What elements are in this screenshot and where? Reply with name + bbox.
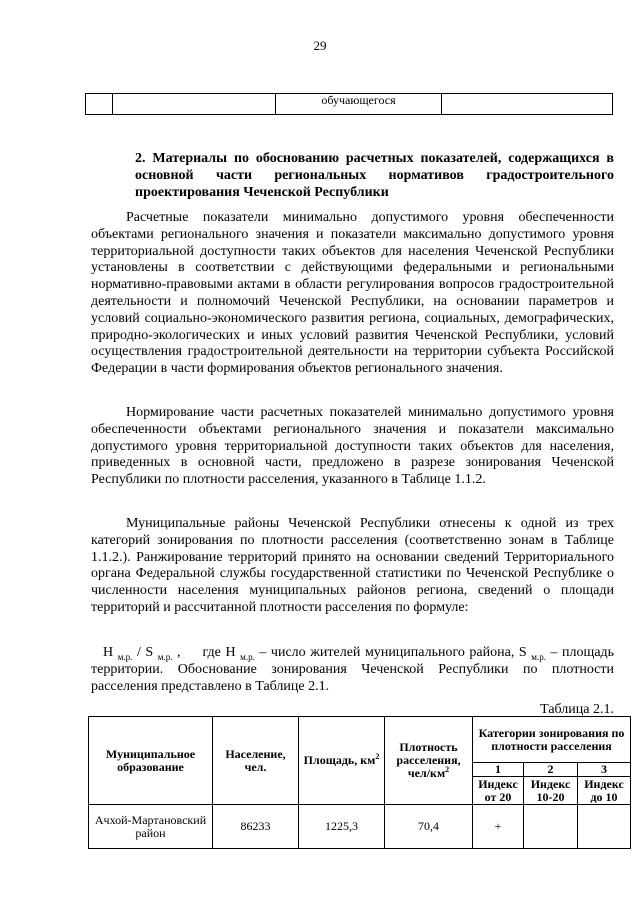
paragraph: Расчетные показатели минимально допустимого уровня обеспеченности объектами регионального значения и показатели максимально допустимого уровня территориальной доступности таких объектов для населения Чеченской Республики установлены в соответствии с действующими федеральными и региональными нормативно-правовыми актами в области регулирования вопросов градостроительной деятельности и полномочий Чеченской Республики, на основании параметров и условий социально-экономического развития региона, социальных, демографических, природно-экологических и иных условий развития Чеченской Республики, условий осуществления градостроительной деятельности на территории субъекта Российской Федерации в части формирования объектов регионального значения. [91, 210, 614, 377]
formula-slash: / [132, 645, 146, 660]
formula-s: S [145, 645, 154, 660]
section-heading [91, 150, 614, 201]
formula-sub: м.р. [117, 651, 133, 662]
cell-area: 1225,3 [299, 805, 385, 849]
formula-desc: – площадь территории. Обоснование зонирования Чеченской Республики по плотности расселения представлено в Таблице 2.1. [91, 645, 615, 694]
cell-population: 86233 [213, 805, 299, 849]
header-density-sup: 2 [445, 765, 450, 774]
header-cat-number: 3 [578, 763, 631, 777]
formula-desc: – число жителей муниципального района, S [254, 645, 527, 660]
header-cat-number: 1 [473, 763, 524, 777]
table-row [89, 805, 631, 849]
formula-where: где Н [202, 645, 236, 660]
table-cell: обучающегося [276, 94, 442, 115]
header-area [299, 717, 385, 805]
cell-cat1: + [473, 805, 524, 849]
continued-table-fragment [85, 93, 613, 115]
cell-cat2 [524, 805, 578, 849]
table-cell [113, 94, 276, 115]
page-number: 29 [313, 38, 327, 53]
header-categories: Категории зонирования по плотности расселения [473, 717, 631, 763]
formula-sub: м.р. [240, 651, 255, 662]
formula-h: Н [103, 645, 114, 660]
paragraph: Нормирование части расчетных показателей минимально допустимого уровня обеспеченности объектами регионального значения и показатели максимально допустимого уровня территориальной доступности таких объектов для населения, приведенных в основной части, предложено в разрезе зонирования Чеченской Республики по плотности расселения, указанного в Таблице 1.1.2. [91, 405, 614, 488]
section-heading-text: 2. Материалы по обоснованию расчетных показателей, содержащихся в основной части региональных нормативов градостроительного проектирования Чеченской Республики [135, 151, 614, 200]
header-area-label: Площадь, км [303, 753, 376, 767]
formula-tail: , [172, 645, 181, 660]
formula-sub: м.р. [531, 651, 546, 662]
header-cat-index: Индекс до 10 [578, 777, 631, 805]
header-cat-number: 2 [524, 763, 578, 777]
header-population: Население, чел. [213, 717, 299, 805]
paragraph: Муниципальные районы Чеченской Республики отнесены к одной из трех категорий зонирования по плотности расселения (соответственно зонам в Таблице 1.1.2.). Ранжирование территорий принято на основании сведений Территориального органа Федеральной службы государственной статистики по Чеченской Республике о численности населения муниципальных районов региона, сведений о площади территорий и рассчитанной плотности расселения по формуле: [91, 516, 614, 615]
header-cat-index: Индекс от 20 [473, 777, 524, 805]
table-cell [86, 94, 113, 115]
cell-cat3 [578, 805, 631, 849]
header-area-sup: 2 [375, 752, 380, 761]
header-density [385, 717, 473, 805]
table-cell [442, 94, 613, 115]
header-cat-index: Индекс 10-20 [524, 777, 578, 805]
zoning-table [88, 716, 631, 849]
formula-sub: м.р. [157, 651, 173, 662]
cell-density: 70,4 [385, 805, 473, 849]
cell-municipality: Ачхой-Мартановский район [89, 805, 213, 849]
header-municipality: Муниципальное образование [89, 717, 213, 805]
formula-paragraph [91, 645, 614, 695]
header-density-label: Плотность расселения, чел/км [396, 740, 461, 780]
table-caption: Таблица 2.1. [540, 702, 614, 717]
